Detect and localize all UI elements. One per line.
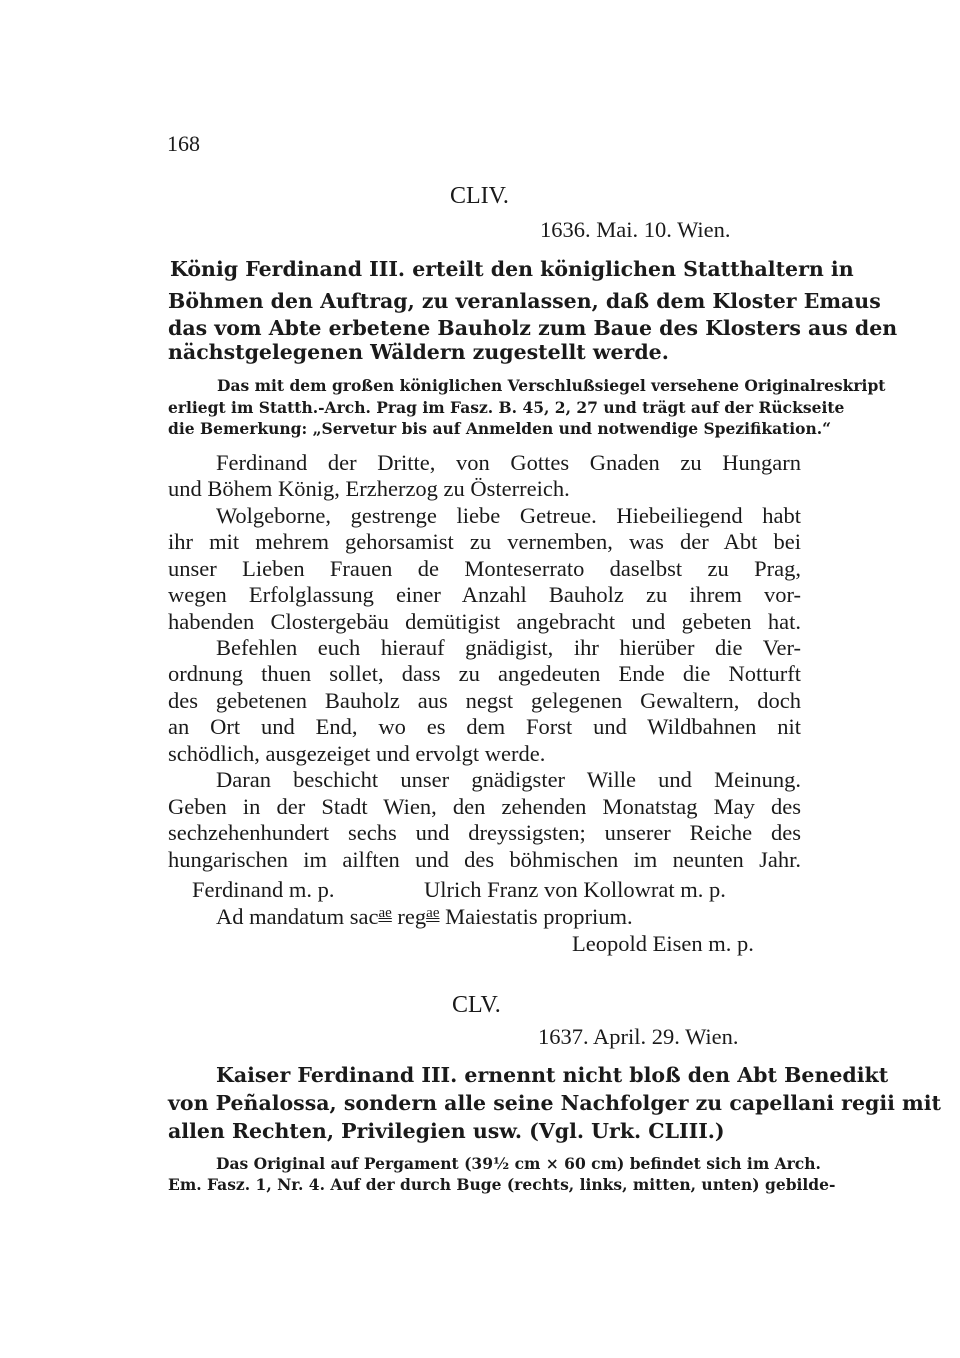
ad-mandatum-text: reg [391,904,427,929]
signature-ferdinand: Ferdinand m. p. [192,877,335,902]
note-line: Das mit dem großen königlichen Verschlußsiegel versehene Originalreskript [217,376,886,395]
text-line: Ferdinand der Dritte, von Gottes Gnaden zu Hungarn [216,450,801,475]
text-line: schödlich, ausgezeiget und ervolgt werde. [168,741,546,766]
document-number: CLIV. [450,183,509,209]
text-line: an Ort und End, wo es dem Forst und Wildbahnen nit [168,714,801,739]
text-line: Befehlen euch hierauf gnädigist, ihr hierüber die Ver- [216,635,801,660]
page-number: 168 [167,131,200,156]
summary-line: König Ferdinand III. erteilt den königlichen Statthaltern in [170,257,854,281]
text-line: hungarischen im ailften und des böhmischen im neunten Jahr. [168,847,801,872]
abbreviation-superscript: ae [426,905,440,921]
summary-line: das vom Abte erbetene Bauholz zum Baue des Klosters aus den [168,316,898,340]
dateline: 1636. Mai. 10. Wien. [540,217,731,242]
text-line: ordnung thuen sollet, dass zu angedeuten Ende die Notturft [168,661,801,686]
signature-kollowrat: Ulrich Franz von Kollowrat m. p. [424,877,726,902]
note-line: erliegt im Statth.-Arch. Prag im Fasz. B. 45, 2, 27 und trägt auf der Rückseite [168,398,845,417]
text-line: Geben in der Stadt Wien, den zehenden Monatstag May des [168,794,801,819]
text-line: ihr mit mehrem gehorsamist zu vernemben, was der Abt bei [168,529,801,554]
text-line: Daran beschicht unser gnädigster Wille und Meinung. [216,767,801,792]
summary-line: allen Rechten, Privilegien usw. (Vgl. Urk. CLIII.) [168,1119,725,1143]
summary-line: nächstgelegenen Wäldern zugestellt werde. [168,340,669,364]
summary-line: von Peñalossa, sondern alle seine Nachfolger zu capellani regii mit [168,1091,942,1115]
abbreviation-superscript: ae [378,905,392,921]
ad-mandatum-text: Maiestatis proprium. [439,904,633,929]
ad-mandatum-text: Ad mandatum sac [216,904,379,929]
text-line: sechzehenhundert sechs und dreyssigsten; unserer Reiche des [168,820,801,845]
text-line: Wolgeborne, gestrenge liebe Getreue. Hiebeiliegend habt [216,503,801,528]
note-line: Em. Fasz. 1, Nr. 4. Auf der durch Buge (rechts, links, mitten, unten) gebilde- [168,1175,836,1194]
ad-mandatum-line [216,904,633,930]
text-line: wegen Erfolglassung einer Anzahl Bauholz zu ihrem vor- [168,582,801,607]
note-line: die Bemerkung: „Servetur bis auf Anmelden und notwendige Spezifikation.“ [168,419,832,438]
text-line: unser Lieben Frauen de Monteserrato daselbst zu Prag, [168,556,801,581]
dateline: 1637. April. 29. Wien. [538,1024,739,1049]
text-line: des gebetenen Bauholz aus negst gelegenen Gewaltern, doch [168,688,801,713]
document-number: CLV. [452,992,501,1018]
signature-eisen: Leopold Eisen m. p. [572,931,754,956]
text-line: habenden Clostergebäu demütigist angebracht und gebeten hat. [168,609,801,634]
note-line: Das Original auf Pergament (39½ cm × 60 cm) befindet sich im Arch. [216,1154,821,1173]
summary-line: Böhmen den Auftrag, zu veranlassen, daß dem Kloster Emaus [168,289,881,313]
text-line: und Böhem König, Erzherzog zu Österreich. [168,476,570,501]
summary-line: Kaiser Ferdinand III. ernennt nicht bloß den Abt Benedikt [216,1063,889,1087]
